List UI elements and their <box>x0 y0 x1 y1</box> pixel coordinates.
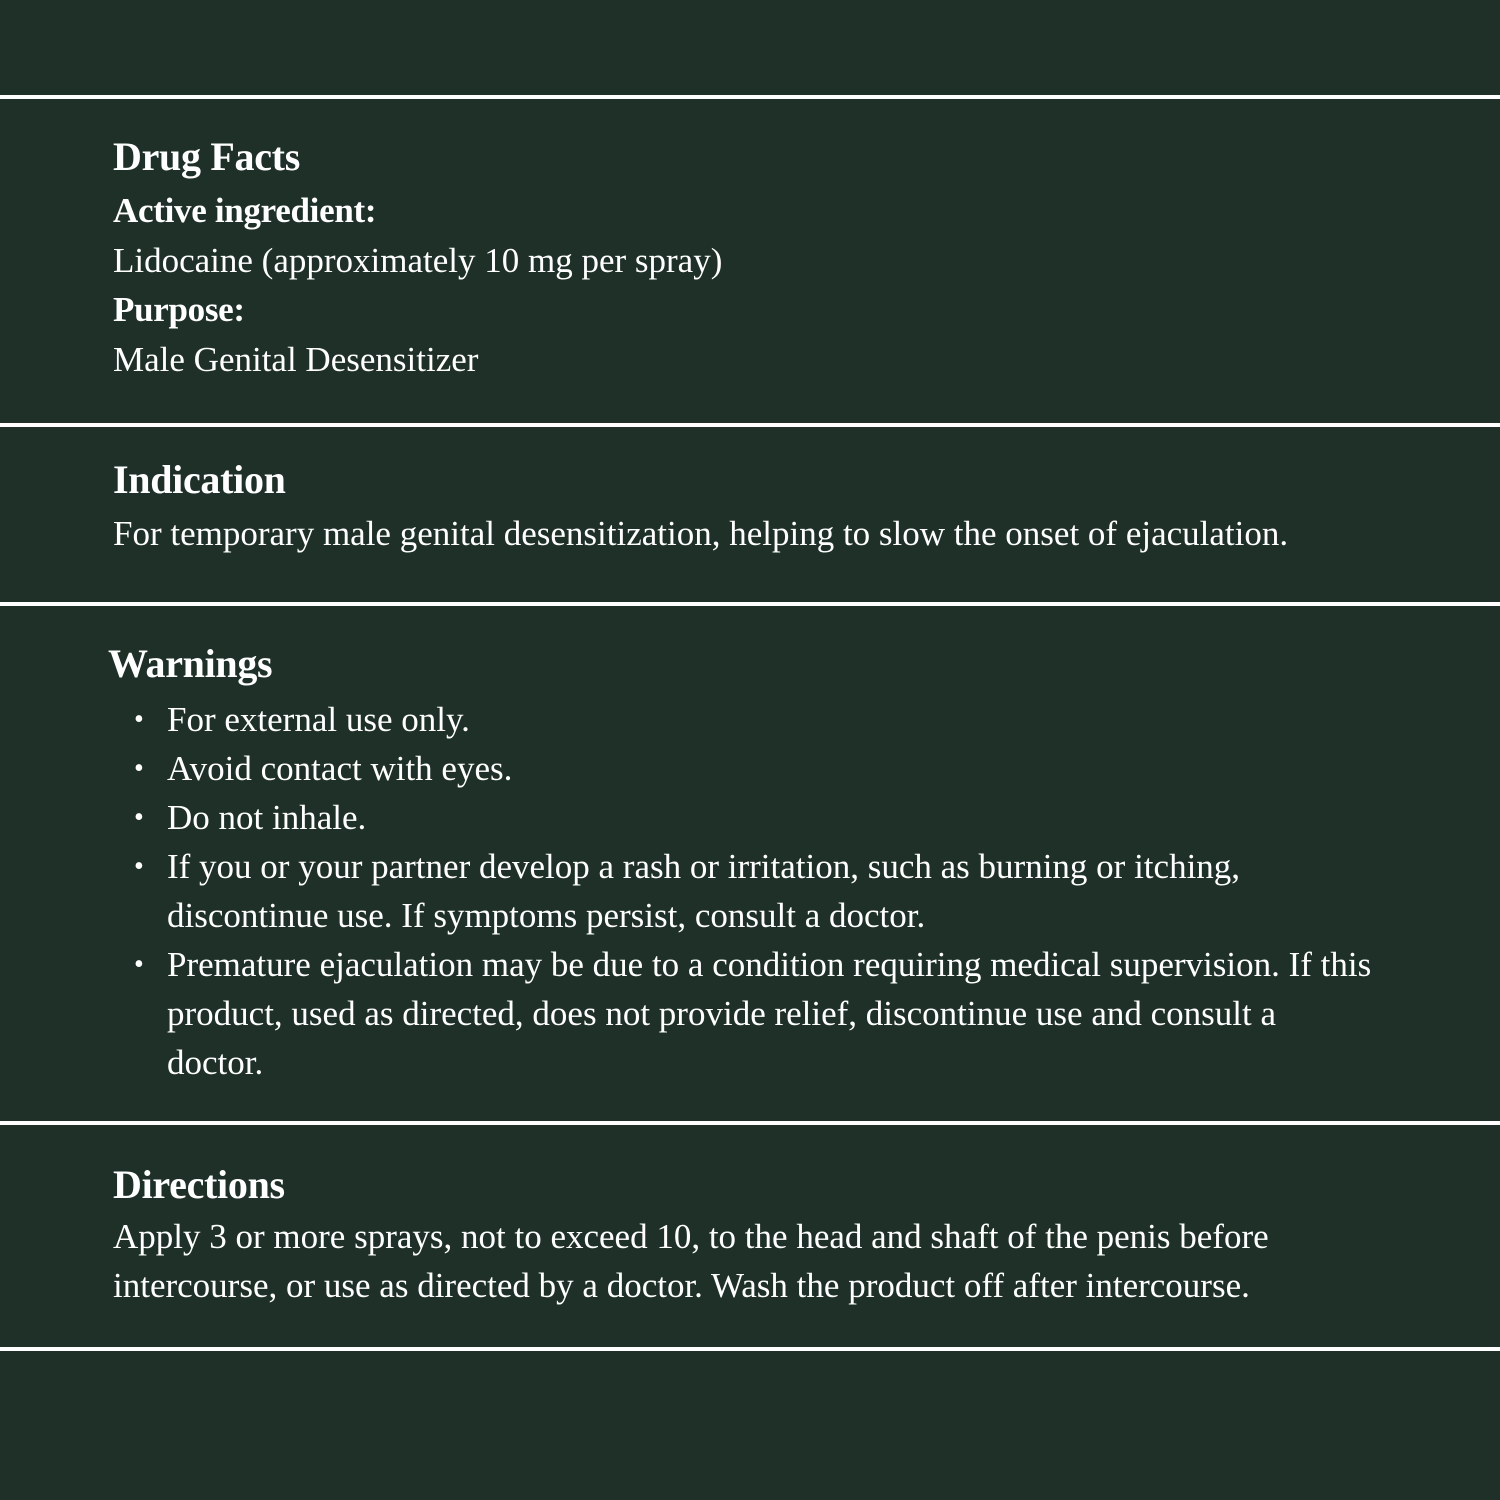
divider-bottom <box>0 1347 1500 1351</box>
warning-text: If you or your partner develop a rash or irritation, such as burning or itching, discontinue use. If symptoms persist, consult a doctor. <box>167 847 1241 935</box>
divider-after-warnings <box>0 1121 1500 1125</box>
bullet-icon: • <box>134 753 144 784</box>
directions-title: Directions <box>113 1162 285 1207</box>
warnings-title: Warnings <box>108 641 273 686</box>
indication-section <box>0 457 1500 558</box>
warnings-list <box>108 695 1380 1087</box>
warning-text: For external use only. <box>167 700 470 739</box>
bullet-icon: • <box>134 704 144 735</box>
bullet-icon: • <box>134 851 144 882</box>
warning-text: Do not inhale. <box>167 798 367 837</box>
drug-facts-section <box>0 134 1500 384</box>
indication-text: For temporary male genital desensitization, helping to slow the onset of ejaculation. <box>113 514 1289 553</box>
divider-after-drug-facts <box>0 423 1500 427</box>
bullet-icon: • <box>134 802 144 833</box>
drug-facts-title: Drug Facts <box>113 134 300 179</box>
warning-text: Avoid contact with eyes. <box>167 749 513 788</box>
active-ingredient-value: Lidocaine (approximately 10 mg per spray) <box>113 241 723 280</box>
warning-item <box>108 793 1380 842</box>
warning-item <box>108 940 1380 1087</box>
warning-item <box>108 744 1380 793</box>
active-ingredient-label: Active ingredient: <box>113 191 377 230</box>
warning-item <box>108 695 1380 744</box>
directions-section <box>0 1162 1500 1310</box>
purpose-label: Purpose: <box>113 290 245 329</box>
warning-text: Premature ejaculation may be due to a condition requiring medical supervision. If this product, used as directed, does not provide relief, discontinue use and consult a doctor. <box>167 945 1372 1082</box>
divider-top <box>0 95 1500 99</box>
warning-item <box>108 842 1380 940</box>
divider-after-indication <box>0 602 1500 606</box>
bullet-icon: • <box>134 949 144 980</box>
purpose-value: Male Genital Desensitizer <box>113 340 479 379</box>
warnings-section <box>0 641 1500 1087</box>
indication-title: Indication <box>113 457 286 502</box>
directions-text: Apply 3 or more sprays, not to exceed 10, to the head and shaft of the penis before intercourse, or use as directed by a doctor. Wash the product off after intercourse. <box>113 1217 1269 1305</box>
